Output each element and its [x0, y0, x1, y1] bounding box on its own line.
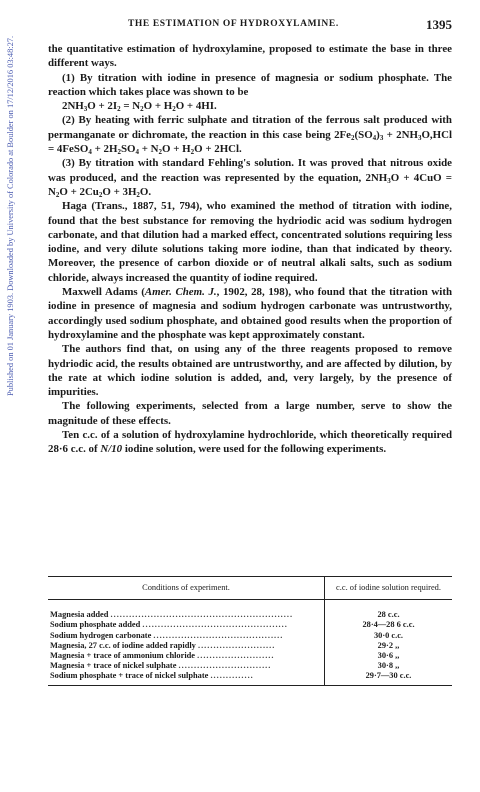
normality: N/10	[100, 443, 123, 456]
table-row	[48, 641, 452, 651]
value-cell: 28·4—28 6 c.c.	[362, 620, 415, 630]
condition-cell: Magnesia + trace of ammonium chloride .........................	[48, 651, 325, 661]
experiments-paragraph: The following experiments, selected from a large number, serve to show the magnitude of these effects.	[48, 400, 452, 427]
condition-cell: Magnesia added ...........................................................	[48, 610, 325, 620]
adams-paragraph: Maxwell Adams (Amer. Chem. J., 1902, 28, 198), who found that the titration with iodine in presence of magnesia and sodium hydrogen carbonate was untrustworthy, accordingly used sodium phosphate, and obtained good results when the proportion of hydroxylamine and the phosphate was kept approximately constant.	[48, 286, 453, 341]
running-head	[48, 18, 452, 36]
haga-text: who examined the method of titration with iodine, found that the best substance for removing the hydriodic acid was sodium hydrogen carbonate, and that dilution had a marked effect, concentrated solutions requiring less iodine, and very dilute solutions taking more iodine, than that indicated by theory. Moreover, the presence of carbon dioxide or of neutral alkali salts, such as sodium chloride, always increased the quantity of iodine required.	[48, 200, 452, 284]
article-body	[48, 42, 452, 457]
download-notice: Published on 01 January 1903. Downloaded by University of Colorado at Boulder on 17/12/2016 03:48:27.	[6, 36, 15, 397]
method-2-text: (2) By heating with ferric sulphate and titration of the ferrous salt produced with permanganate or dichromate, the reaction in this case being	[48, 114, 452, 141]
ten-cc-paragraph	[48, 428, 452, 457]
adams-reference: , 1902, 28, 198),	[216, 286, 292, 299]
condition-cell: Magnesia + trace of nickel sulphate ..............................	[48, 661, 325, 671]
method-1-paragraph	[48, 71, 452, 114]
table-row	[48, 651, 452, 661]
page-number: 1395	[426, 17, 452, 32]
method-2-paragraph	[48, 113, 452, 156]
experiments-table	[48, 576, 452, 686]
haga-author: Haga	[62, 200, 87, 213]
method-2-equation: $2Fe_2(SO_4)_3 + 2NH_3O,HCl$ = 4FeSO$_4$ + $2H_2SO_4 + N_2O + H_2O + 2HCl$.	[48, 128, 452, 157]
table-row	[48, 661, 452, 671]
condition-cell: Sodium phosphate + trace of nickel sulphate ..............	[48, 671, 325, 681]
method-1-equation: $2NH_3O + 2I_2 = N_2O + H_2O + 4HI$.	[62, 100, 217, 114]
value-cell: 30·8 ,,	[377, 661, 400, 671]
header-conditions: Conditions of experiment.	[48, 577, 325, 600]
condition-cell: Sodium hydrogen carbonate ..........................................	[48, 631, 325, 641]
value-cell: 30·0 c.c.	[373, 630, 404, 640]
table-row	[48, 610, 452, 620]
ten-cc-text-a: Ten c.c. of a solution of hydroxylamine hydrochloride, which theoretically required 28·6 c.c. of	[48, 429, 452, 456]
table-row	[48, 620, 452, 630]
authors-paragraph: The authors find that, on using any of the three reagents proposed to remove hydriodic acid, the results obtained are untrustworthy, and are affected by dilution, by the rate at which iodine solution is added, and, very largely, by the presence of impurities.	[48, 343, 452, 399]
condition-cell: Magnesia, 27 c.c. of iodine added rapidly .........................	[48, 641, 325, 651]
method-1-text: (1) By titration with iodine in presence of magnesia or sodium phosphate. The reaction which takes place was shown to be	[48, 71, 452, 98]
haga-reference: (Trans., 1887, 51, 794),	[91, 200, 203, 213]
condition-cell: Sodium phosphate added ...............................................	[48, 620, 325, 630]
table-row	[48, 671, 452, 681]
table-row	[48, 631, 452, 641]
adams-text: who found that the titration with iodine in presence of magnesia and sodium hydrogen carbonate was untrustworthy, accordingly used sodium phosphate, and obtained good results when the proportion of hydroxylamine and the phosphate was kept approximately constant.	[48, 286, 453, 341]
intro-paragraph: the quantitative estimation of hydroxylamine, proposed to estimate the base in three different ways.	[48, 43, 452, 70]
running-title: THE ESTIMATION OF HYDROXYLAMINE.	[128, 19, 339, 29]
ten-cc-text-b: iodine solution, were used for the following experiments.	[124, 443, 387, 456]
haga-paragraph	[48, 199, 452, 285]
value-cell: 29·2 ,,	[377, 640, 400, 650]
method-3-paragraph	[48, 156, 452, 199]
header-iodine: c.c. of iodine solution required.	[325, 577, 453, 600]
value-cell: 30·6 ,,	[377, 651, 400, 661]
method-3-equation: $2NH_3O + 4CuO = N_2O + 2Cu_2O + 3H_2O$.	[48, 171, 453, 199]
adams-author: Maxwell Adams	[62, 286, 138, 299]
adams-journal: Amer. Chem. J.	[144, 286, 217, 299]
value-cell: 28 c.c.	[377, 610, 400, 620]
value-cell: 29·7—30 c.c.	[365, 671, 412, 681]
method-3-text: (3) By titration with standard Fehling's solution. It was proved that nitrous oxide was produced, and the reaction was represented by the equation,	[48, 157, 452, 184]
